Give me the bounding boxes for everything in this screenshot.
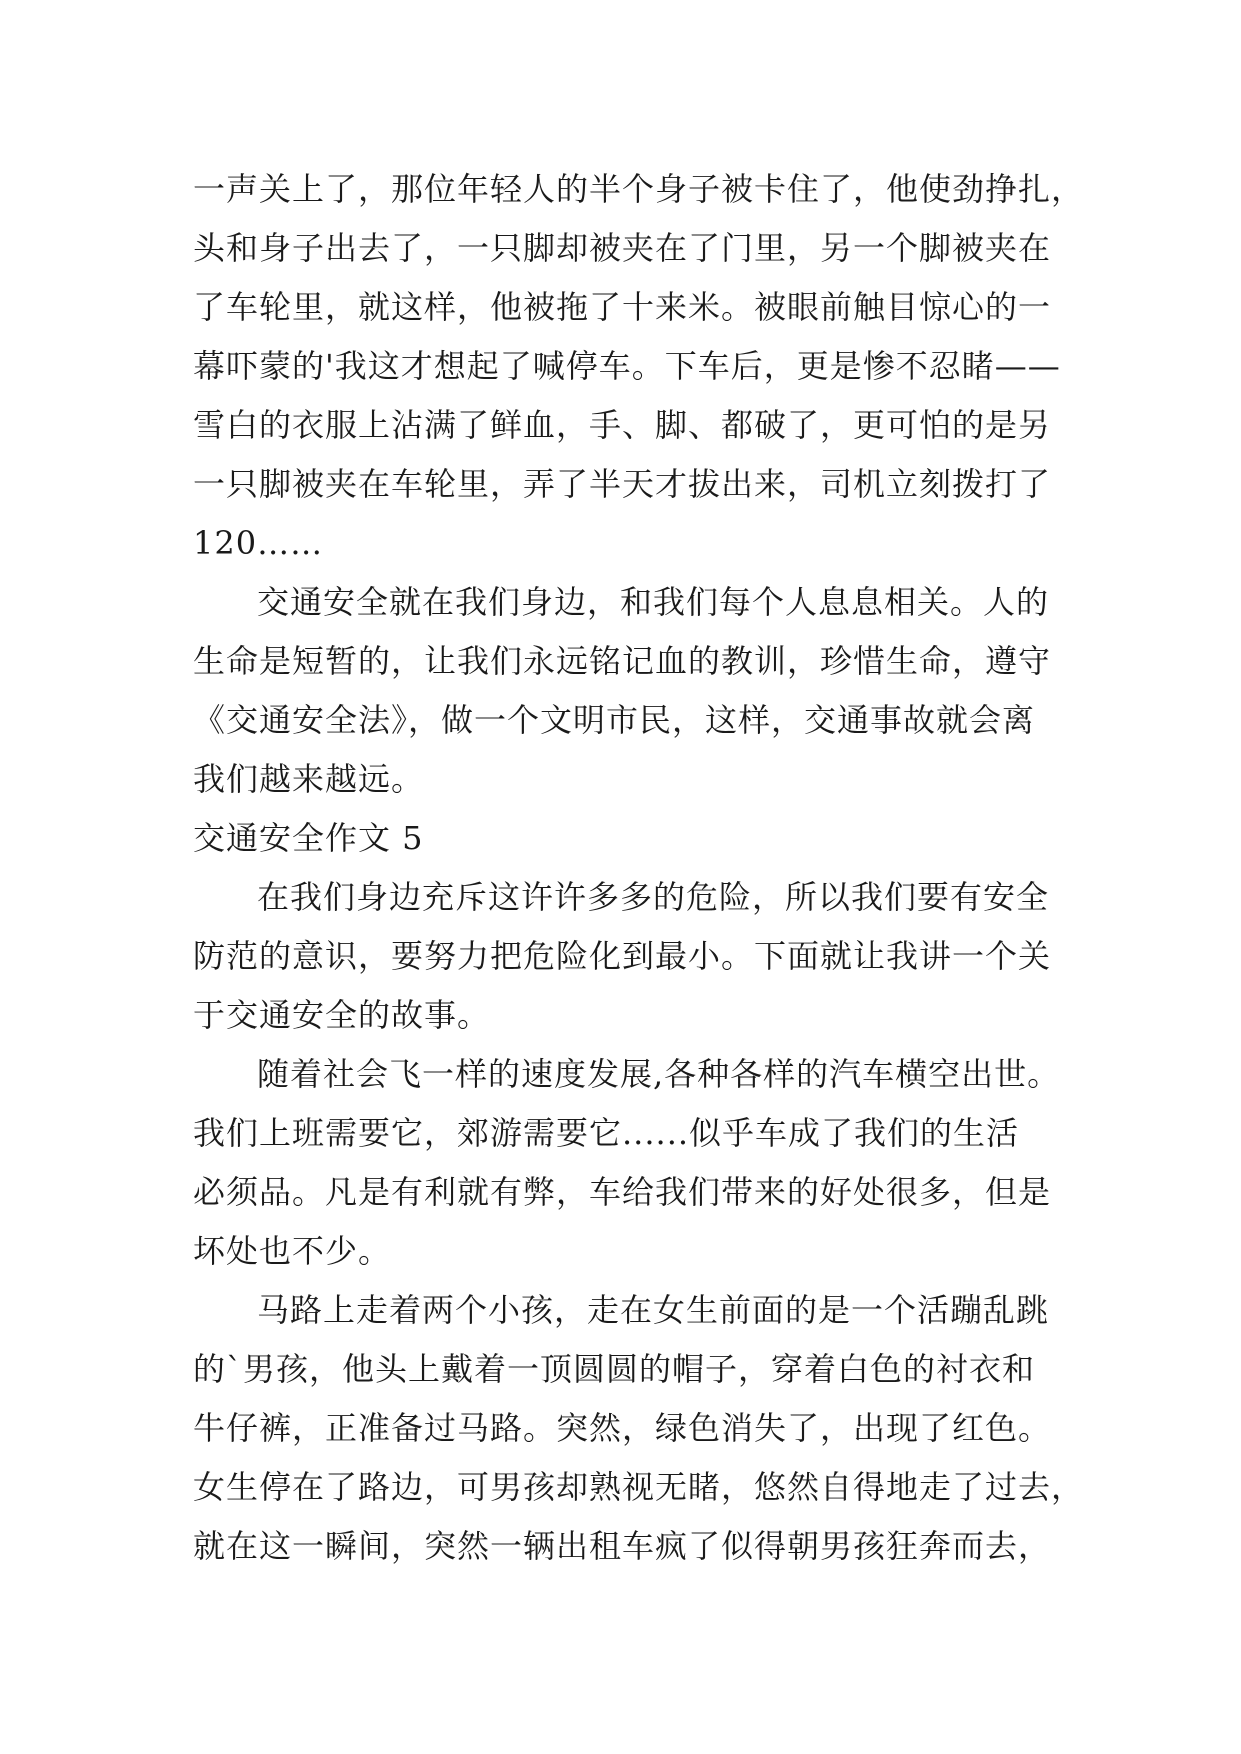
text-line: 我们越来越远。 [193, 760, 425, 798]
text-line: 牛仔裤，正准备过马路。突然，绿色消失了，出现了红色。 [193, 1409, 1052, 1447]
section-heading: 交通安全作文 5 [193, 819, 424, 857]
text-line: 一声关上了，那位年轻人的半个身子被卡住了，他使劲挣扎， [193, 170, 1085, 208]
text-line: 于交通安全的故事。 [193, 996, 491, 1034]
text-line: 幕吓蒙的'我这才想起了喊停车。下车后，更是惨不忍睹—— [193, 347, 1061, 385]
text-line: 头和身子出去了，一只脚却被夹在了门里，另一个脚被夹在 [193, 229, 1052, 267]
text-line: 我们上班需要它，郊游需要它......似乎车成了我们的生活 [193, 1114, 1020, 1152]
text-line: 防范的意识，要努力把危险化到最小。下面就让我讲一个关 [193, 937, 1052, 975]
text-line: 了车轮里，就这样，他被拖了十来米。被眼前触目惊心的一 [193, 288, 1052, 326]
document-body [193, 160, 1085, 1576]
paragraph-first-line: 马路上走着两个小孩，走在女生前面的是一个活蹦乱跳 [257, 1291, 1050, 1329]
text-line: 的`男孩，他头上戴着一顶圆圆的帽子，穿着白色的衬衣和 [193, 1350, 1036, 1388]
text-line: 女生停在了路边，可男孩却熟视无睹，悠然自得地走了过去， [193, 1468, 1085, 1506]
text-line: 坏处也不少。 [193, 1232, 392, 1270]
text-line: 生命是短暂的，让我们永远铭记血的教训，珍惜生命，遵守 [193, 642, 1052, 680]
text-line: 《交通安全法》，做一个文明市民，这样，交通事故就会离 [193, 701, 1036, 739]
paragraph-first-line: 随着社会飞一样的速度发展,各种各样的汽车横空出世。 [257, 1055, 1061, 1093]
paragraph-first-line: 在我们身边充斥这许许多多的危险，所以我们要有安全 [257, 878, 1050, 916]
text-line: 就在这一瞬间，突然一辆出租车疯了似得朝男孩狂奔而去， [193, 1527, 1052, 1565]
text-line: 必须品。凡是有利就有弊，车给我们带来的好处很多，但是 [193, 1173, 1052, 1211]
paragraph-first-line: 交通安全就在我们身边，和我们每个人息息相关。人的 [257, 583, 1050, 621]
text-line: 雪白的衣服上沾满了鲜血，手、脚、都破了，更可怕的是另 [193, 406, 1052, 444]
text-line: 120…… [193, 524, 324, 562]
text-line: 一只脚被夹在车轮里，弄了半天才拔出来，司机立刻拨打了 [193, 465, 1052, 503]
